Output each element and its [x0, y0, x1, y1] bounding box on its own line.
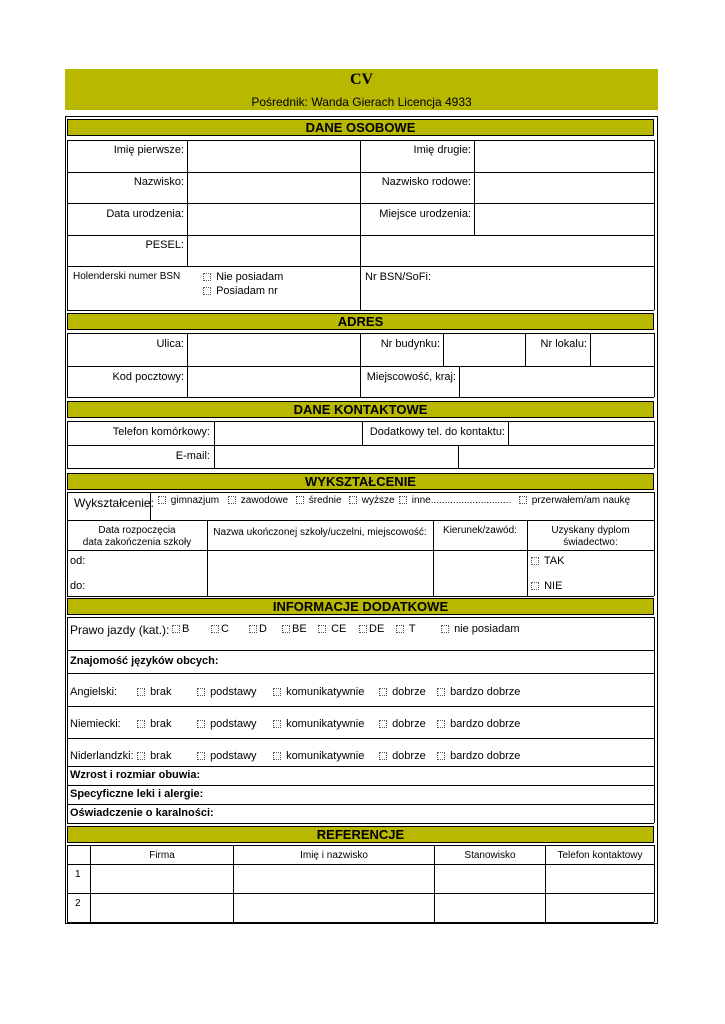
license-be[interactable]: BE [282, 623, 307, 635]
label-building: Nr budynku: [380, 338, 440, 350]
checkbox-icon [197, 752, 205, 760]
label-languages: Znajomość języków obcych: [70, 655, 219, 667]
german-level-podstawy[interactable]: podstawy [197, 718, 257, 730]
label-flat: Nr lokalu: [540, 338, 587, 350]
checkbox-icon [203, 273, 211, 281]
surname-field[interactable] [188, 173, 359, 202]
birth-date-field[interactable] [188, 204, 359, 234]
checkbox-icon [211, 625, 219, 633]
label-height-shoes: Wzrost i rozmiar obuwia: [70, 769, 201, 781]
label-lang-dutch: Niderlandzki: [70, 750, 134, 762]
ref-2-company-field[interactable] [91, 894, 233, 921]
diploma-yes-option[interactable]: TAK [531, 555, 564, 567]
family-name-field[interactable] [475, 173, 653, 202]
first-name-field[interactable] [188, 141, 359, 171]
license-b[interactable]: B [172, 623, 189, 635]
label-meds-allergies: Specyficzne leki i alergie: [70, 788, 204, 800]
checkbox-icon [282, 625, 290, 633]
checkbox-icon [172, 625, 180, 633]
field-of-study-field[interactable] [434, 551, 526, 595]
checkbox-icon [396, 625, 404, 633]
label-lang-english: Angielski: [70, 686, 118, 698]
edu-option-inne[interactable]: inne............................. [399, 495, 511, 506]
section-address: ADRES [67, 313, 654, 330]
col-school: Nazwa ukończonej szkoły/uczelni, miejscowość: [213, 527, 427, 538]
postal-field[interactable] [188, 367, 359, 396]
email-field[interactable] [215, 446, 457, 467]
bsn-none-option[interactable]: Nie posiadam [203, 271, 283, 283]
checkbox-icon [379, 720, 387, 728]
checkbox-icon [531, 557, 539, 565]
checkbox-icon [137, 720, 145, 728]
building-field[interactable] [444, 334, 524, 365]
license-ce[interactable]: CE [318, 623, 346, 635]
checkbox-icon [399, 496, 407, 504]
birth-place-field[interactable] [475, 204, 653, 234]
label-pesel: PESEL: [145, 239, 184, 251]
checkbox-icon [158, 496, 166, 504]
label-surname: Nazwisko: [133, 176, 184, 188]
col-diploma-1: Uzyskany dyplom [551, 525, 630, 536]
label-postal: Kod pocztowy: [112, 371, 184, 383]
edu-option-gimnazjum[interactable]: gimnazjum [158, 495, 219, 506]
checkbox-icon [519, 496, 527, 504]
street-field[interactable] [188, 334, 359, 365]
label-education: Wykształcenie: [74, 496, 154, 510]
col-field: Kierunek/zawód: [443, 525, 517, 536]
cv-header [65, 69, 658, 110]
edu-option-wyzsze[interactable]: wyższe [349, 495, 395, 506]
checkbox-icon [137, 752, 145, 760]
section-education: WYKSZTAŁCENIE [67, 473, 654, 490]
english-level-dobrze[interactable]: dobrze [379, 686, 426, 698]
checkbox-icon [437, 720, 445, 728]
english-level-brak[interactable]: brak [137, 686, 171, 698]
diploma-no-option[interactable]: NIE [531, 580, 562, 592]
label-city: Miejscowość, kraj: [366, 371, 456, 383]
german-level-brak[interactable]: brak [137, 718, 171, 730]
checkbox-icon [203, 287, 211, 295]
edu-option-zawodowe[interactable]: zawodowe [228, 495, 288, 506]
extra-phone-field[interactable] [509, 422, 653, 444]
checkbox-icon [197, 688, 205, 696]
label-bsn-sofi: Nr BSN/SoFi: [365, 271, 432, 283]
label-bsn: Holenderski numer BSN [73, 271, 181, 282]
checkbox-icon [437, 688, 445, 696]
checkbox-icon [249, 625, 257, 633]
ref-row-number: 2 [75, 898, 81, 909]
checkbox-icon [228, 496, 236, 504]
cv-subtitle: Pośrednik: Wanda Gierach Licencja 4933 [251, 95, 472, 109]
section-contact: DANE KONTAKTOWE [67, 401, 654, 418]
label-street: Ulica: [156, 338, 184, 350]
col-diploma-2: świadectwo: [563, 537, 618, 548]
ref-col-name: Imię i nazwisko [300, 850, 368, 861]
german-level-bardzo-dobrze[interactable]: bardzo dobrze [437, 718, 520, 730]
english-level-komunikatywnie[interactable]: komunikatywnie [273, 686, 364, 698]
city-field[interactable] [460, 367, 653, 396]
checkbox-icon [441, 625, 449, 633]
label-first-name: Imię pierwsze: [113, 144, 184, 156]
checkbox-icon [437, 752, 445, 760]
section-references: REFERENCJE [67, 826, 654, 843]
label-birth-date: Data urodzenia: [106, 208, 184, 220]
checkbox-icon [531, 582, 539, 590]
label-birth-place: Miejsce urodzenia: [379, 208, 471, 220]
ref-2-phone-field[interactable] [546, 894, 654, 921]
section-additional: INFORMACJE DODATKOWE [67, 598, 654, 615]
col-dates-1: Data rozpoczęcia [98, 525, 176, 536]
dutch-level-brak[interactable]: brak [137, 750, 171, 762]
col-dates-2: data zakończenia szkoły [82, 537, 192, 548]
license-d[interactable]: D [249, 623, 267, 635]
checkbox-icon [197, 720, 205, 728]
label-second-name: Imię drugie: [413, 144, 471, 156]
label-lang-german: Niemiecki: [70, 718, 121, 730]
dutch-level-dobrze[interactable]: dobrze [379, 750, 426, 762]
dutch-level-komunikatywnie[interactable]: komunikatywnie [273, 750, 364, 762]
label-extra-phone: Dodatkowy tel. do kontaktu: [369, 426, 505, 438]
ref-col-position: Stanowisko [464, 850, 516, 861]
school-field[interactable] [208, 551, 432, 595]
checkbox-icon [137, 688, 145, 696]
english-level-bardzo-dobrze[interactable]: bardzo dobrze [437, 686, 520, 698]
pesel-field[interactable] [188, 236, 359, 265]
label-family-name: Nazwisko rodowe: [381, 176, 471, 188]
ref-2-position-field[interactable] [435, 894, 545, 921]
license-none[interactable]: nie posiadam [441, 623, 520, 635]
label-criminal-record: Oświadczenie o karalności: [70, 807, 214, 819]
checkbox-icon [359, 625, 367, 633]
checkbox-icon [273, 720, 281, 728]
ref-2-name-field[interactable] [234, 894, 434, 921]
checkbox-icon [318, 625, 326, 633]
second-name-field[interactable] [475, 141, 653, 171]
ref-1-name-field[interactable] [234, 865, 434, 892]
flat-field[interactable] [591, 334, 653, 365]
label-mobile: Telefon komórkowy: [112, 426, 210, 438]
ref-1-company-field[interactable] [91, 865, 233, 892]
license-de[interactable]: DE [359, 623, 384, 635]
ref-1-position-field[interactable] [435, 865, 545, 892]
checkbox-icon [379, 688, 387, 696]
english-level-podstawy[interactable]: podstawy [197, 686, 257, 698]
checkbox-icon [273, 688, 281, 696]
edu-option-srednie[interactable]: średnie [296, 495, 342, 506]
german-level-komunikatywnie[interactable]: komunikatywnie [273, 718, 364, 730]
ref-col-phone: Telefon kontaktowy [557, 850, 643, 861]
ref-1-phone-field[interactable] [546, 865, 654, 892]
dutch-level-bardzo-dobrze[interactable]: bardzo dobrze [437, 750, 520, 762]
edu-option-przerwalem[interactable]: przerwałem/am naukę [519, 495, 630, 506]
dutch-level-podstawy[interactable]: podstawy [197, 750, 257, 762]
bsn-have-option[interactable]: Posiadam nr [203, 285, 278, 297]
mobile-field[interactable] [215, 422, 361, 444]
german-level-dobrze[interactable]: dobrze [379, 718, 426, 730]
label-to: do: [70, 580, 86, 592]
label-email: E-mail: [175, 450, 210, 462]
label-from: od: [70, 555, 86, 567]
ref-row-number: 1 [75, 869, 81, 880]
cv-title: CV [349, 71, 374, 88]
license-c[interactable]: C [211, 623, 229, 635]
label-license: Prawo jazdy (kat.): [70, 623, 170, 637]
license-t[interactable]: T [396, 623, 416, 635]
checkbox-icon [296, 496, 304, 504]
section-personal: DANE OSOBOWE [67, 119, 654, 136]
ref-col-company: Firma [149, 850, 175, 861]
checkbox-icon [349, 496, 357, 504]
checkbox-icon [379, 752, 387, 760]
checkbox-icon [273, 752, 281, 760]
